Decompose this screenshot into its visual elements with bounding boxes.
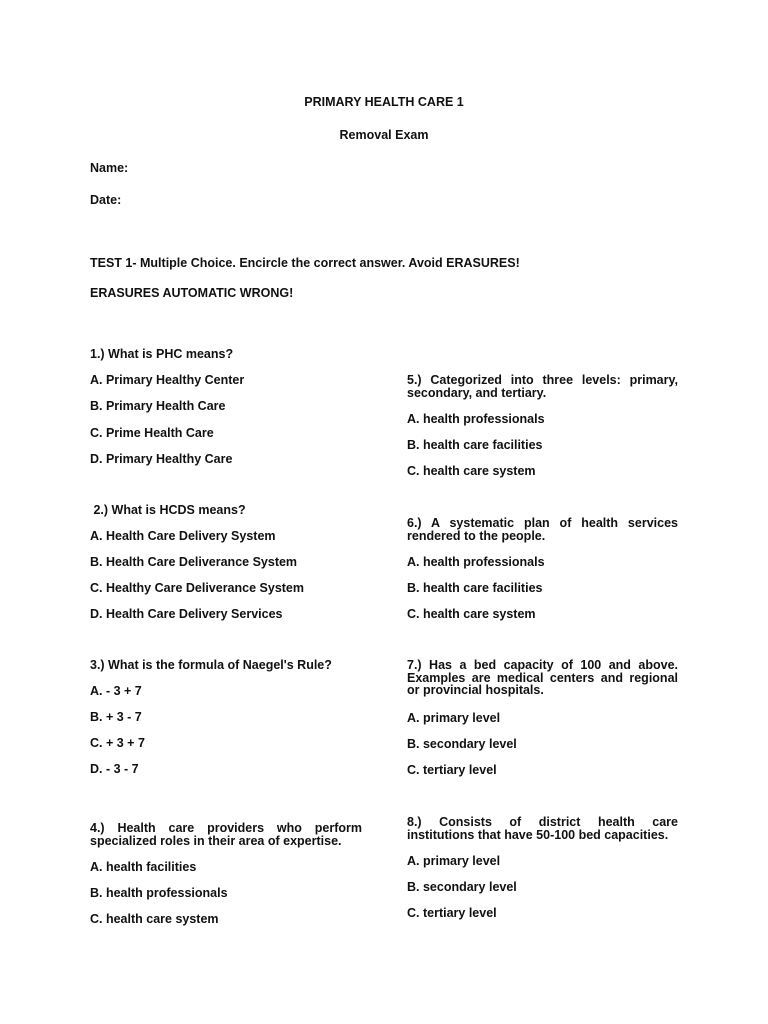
option-d: D. Primary Healthy Care	[90, 452, 233, 466]
option-c: C. Healthy Care Deliverance System	[90, 581, 304, 595]
option-d: D. Health Care Delivery Services	[90, 607, 283, 621]
option-c: C. + 3 + 7	[90, 736, 145, 750]
option-a: A. Primary Healthy Center	[90, 373, 245, 387]
option-c: C. health care system	[407, 464, 536, 478]
date-label: Date:	[90, 193, 122, 207]
option-c: C. health care system	[407, 607, 536, 621]
option-a: A. - 3 + 7	[90, 684, 142, 698]
option-c: C. tertiary level	[407, 763, 497, 777]
option-b: B. secondary level	[407, 737, 517, 751]
question-text: 6.) A systematic plan of health services rendered to the people.	[407, 516, 678, 543]
instructions-line-2: ERASURES AUTOMATIC WRONG!	[90, 286, 294, 300]
option-c: C. health care system	[90, 912, 219, 926]
question-text: 5.) Categorized into three levels: primary, secondary, and tertiary.	[407, 373, 678, 400]
option-b: B. health care facilities	[407, 581, 543, 595]
option-d: D. - 3 - 7	[90, 762, 139, 776]
option-b: B. Health Care Deliverance System	[90, 555, 298, 569]
exam-title: PRIMARY HEALTH CARE 1	[304, 95, 464, 109]
option-a: A. health facilities	[90, 860, 197, 874]
option-b: B. health professionals	[90, 886, 228, 900]
question-text: 7.) Has a bed capacity of 100 and above. Examples are medical centers and regional or provincial hospitals.	[407, 658, 678, 697]
option-a: A. Health Care Delivery System	[90, 529, 276, 543]
option-a: A. health professionals	[407, 555, 545, 569]
option-b: B. + 3 - 7	[90, 710, 142, 724]
option-b: B. health care facilities	[407, 438, 543, 452]
option-c: C. Prime Health Care	[90, 426, 214, 440]
option-c: C. tertiary level	[407, 906, 497, 920]
question-text: 1.) What is PHC means?	[90, 347, 234, 361]
question-text: 3.) What is the formula of Naegel's Rule?	[90, 658, 332, 672]
instructions-line-1: TEST 1- Multiple Choice. Encircle the correct answer. Avoid ERASURES!	[90, 256, 520, 270]
question-text: 2.) What is HCDS means?	[90, 503, 246, 517]
option-a: A. primary level	[407, 711, 501, 725]
exam-subtitle: Removal Exam	[339, 128, 429, 142]
option-a: A. health professionals	[407, 412, 545, 426]
option-b: B. secondary level	[407, 880, 517, 894]
question-text: 4.) Health care providers who perform specialized roles in their area of expertise.	[90, 821, 362, 848]
option-a: A. primary level	[407, 854, 501, 868]
name-label: Name:	[90, 161, 129, 175]
question-text: 8.) Consists of district health care institutions that have 50-100 bed capacities.	[407, 815, 678, 842]
option-b: B. Primary Health Care	[90, 399, 226, 413]
